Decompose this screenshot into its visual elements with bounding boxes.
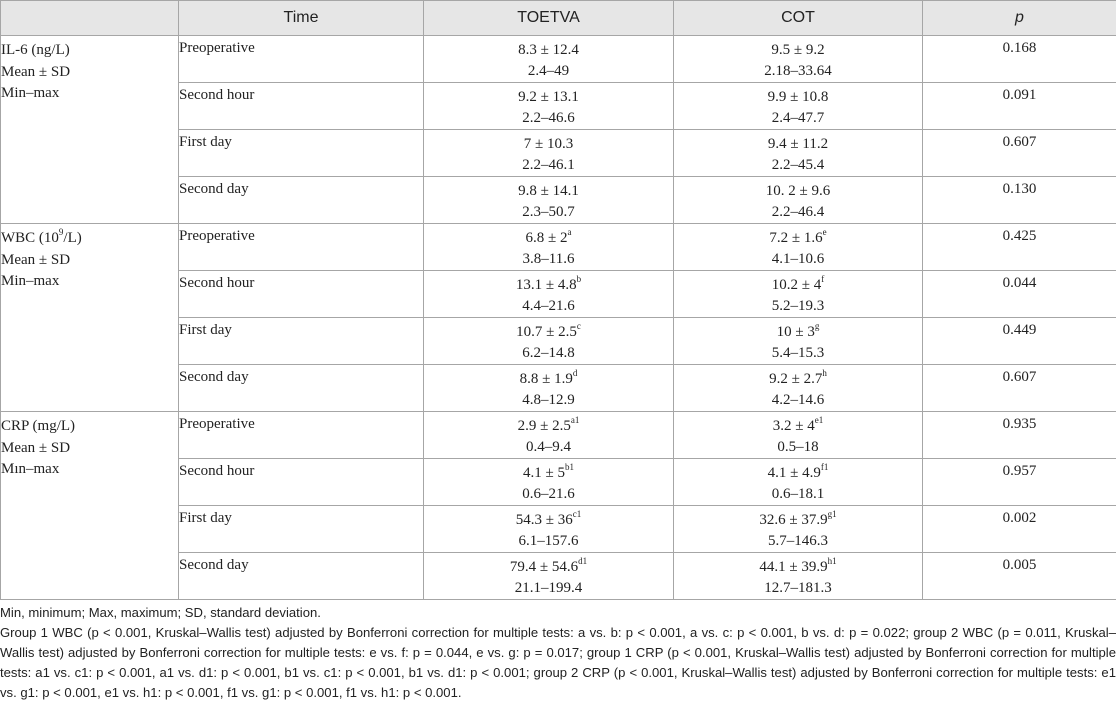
toetva-superscript: b <box>577 274 582 284</box>
cot-superscript: h1 <box>828 556 837 566</box>
cot-superscript: h <box>822 368 827 378</box>
toetva-mean-sd <box>424 40 673 61</box>
toetva-mean-sd <box>424 275 673 296</box>
header-toetva: TOETVA <box>424 1 674 36</box>
toetva-superscript: b1 <box>565 462 574 472</box>
toetva-superscript: a1 <box>571 415 580 425</box>
toetva-mean-sd <box>424 463 673 484</box>
cot-mean-sd <box>674 510 922 531</box>
cot-cell <box>674 412 923 459</box>
p-value-cell: 0.168 <box>923 36 1116 83</box>
toetva-mean-value: 54.3 ± 36 <box>516 512 573 528</box>
cot-mean-value: 44.1 ± 39.9 <box>759 559 827 575</box>
table-row <box>1 36 1116 83</box>
cot-superscript: f1 <box>821 462 829 472</box>
header-row <box>1 1 1116 36</box>
toetva-range: 0.4–9.4 <box>424 437 673 458</box>
p-value-cell: 0.091 <box>923 83 1116 130</box>
p-value-cell: 0.607 <box>923 365 1116 412</box>
time-cell: Preoperative <box>179 224 424 271</box>
cot-range: 0.6–18.1 <box>674 484 922 505</box>
cot-cell <box>674 459 923 506</box>
toetva-superscript: a <box>567 227 571 237</box>
toetva-cell <box>424 553 674 600</box>
toetva-mean-sd <box>424 134 673 155</box>
cot-mean-sd <box>674 181 922 202</box>
cot-superscript: e <box>823 227 827 237</box>
parameter-label-line: Mean ± SD <box>1 62 178 84</box>
toetva-range: 0.6–21.6 <box>424 484 673 505</box>
cot-cell <box>674 365 923 412</box>
cot-cell <box>674 553 923 600</box>
time-cell: Second hour <box>179 459 424 506</box>
toetva-range: 2.2–46.1 <box>424 155 673 176</box>
cot-superscript: g <box>815 321 820 331</box>
parameter-label <box>1 228 178 250</box>
toetva-range: 6.1–157.6 <box>424 531 673 552</box>
cot-cell <box>674 177 923 224</box>
cot-mean-value: 7.2 ± 1.6 <box>769 230 822 246</box>
toetva-mean-value: 2.9 ± 2.5 <box>518 418 571 434</box>
toetva-cell <box>424 459 674 506</box>
p-value-cell: 0.002 <box>923 506 1116 553</box>
p-value-cell: 0.130 <box>923 177 1116 224</box>
toetva-mean-value: 79.4 ± 54.6 <box>510 559 578 575</box>
cot-mean-sd <box>674 87 922 108</box>
toetva-mean-sd <box>424 322 673 343</box>
time-cell: Preoperative <box>179 412 424 459</box>
cot-superscript: g1 <box>828 509 837 519</box>
cot-mean-sd <box>674 228 922 249</box>
toetva-range: 4.8–12.9 <box>424 390 673 411</box>
parameter-label-line: Mean ± SD <box>1 250 178 272</box>
cot-mean-sd <box>674 322 922 343</box>
toetva-mean-value: 8.8 ± 1.9 <box>520 371 573 387</box>
cot-range: 2.18–33.64 <box>674 61 922 82</box>
toetva-mean-sd <box>424 87 673 108</box>
toetva-mean-sd <box>424 369 673 390</box>
p-value-cell: 0.607 <box>923 130 1116 177</box>
footnote-abbreviations: Min, minimum; Max, maximum; SD, standard deviation. <box>0 603 1116 623</box>
toetva-superscript: d1 <box>578 556 587 566</box>
parameter-label-text: WBC (10 <box>1 230 59 246</box>
toetva-superscript: c <box>577 321 581 331</box>
toetva-superscript: d <box>573 368 578 378</box>
cot-mean-value: 4.1 ± 4.9 <box>768 465 821 481</box>
cot-cell <box>674 271 923 318</box>
cot-mean-value: 10 ± 3 <box>777 324 815 340</box>
time-cell: Second hour <box>179 271 424 318</box>
toetva-cell <box>424 224 674 271</box>
cot-mean-value: 10.2 ± 4 <box>772 277 821 293</box>
toetva-mean-value: 9.2 ± 13.1 <box>518 89 579 105</box>
toetva-superscript: c1 <box>573 509 582 519</box>
toetva-mean-sd <box>424 416 673 437</box>
cot-range: 12.7–181.3 <box>674 578 922 599</box>
parameter-label-line: IL-6 (ng/L) <box>1 40 178 62</box>
toetva-range: 4.4–21.6 <box>424 296 673 317</box>
toetva-mean-value: 13.1 ± 4.8 <box>516 277 577 293</box>
cot-superscript: f <box>821 274 824 284</box>
p-value-cell: 0.425 <box>923 224 1116 271</box>
parameter-label-line: Min–max <box>1 271 178 293</box>
header-param <box>1 1 179 36</box>
time-cell: Preoperative <box>179 36 424 83</box>
cot-mean-value: 9.4 ± 11.2 <box>768 136 828 152</box>
header-time: Time <box>179 1 424 36</box>
cot-mean-sd <box>674 134 922 155</box>
parameter-cell <box>1 412 179 600</box>
cot-range: 2.2–45.4 <box>674 155 922 176</box>
toetva-range: 3.8–11.6 <box>424 249 673 270</box>
header-cot: COT <box>674 1 923 36</box>
toetva-cell <box>424 130 674 177</box>
toetva-range: 6.2–14.8 <box>424 343 673 364</box>
parameter-label-unit: /L) <box>63 230 81 246</box>
cot-range: 2.2–46.4 <box>674 202 922 223</box>
parameter-cell <box>1 36 179 224</box>
time-cell: First day <box>179 506 424 553</box>
toetva-mean-sd <box>424 181 673 202</box>
time-cell: First day <box>179 130 424 177</box>
cot-range: 4.2–14.6 <box>674 390 922 411</box>
toetva-mean-sd <box>424 557 673 578</box>
cot-superscript: e1 <box>815 415 824 425</box>
cot-cell <box>674 36 923 83</box>
footnotes <box>0 603 1116 703</box>
cot-mean-sd <box>674 40 922 61</box>
toetva-mean-value: 6.8 ± 2 <box>526 230 568 246</box>
toetva-mean-value: 7 ± 10.3 <box>524 136 573 152</box>
cot-cell <box>674 318 923 365</box>
cot-mean-value: 9.5 ± 9.2 <box>771 42 824 58</box>
toetva-cell <box>424 506 674 553</box>
table-row <box>1 412 1116 459</box>
table-body <box>1 36 1116 600</box>
cot-range: 0.5–18 <box>674 437 922 458</box>
footnote-statistics: Group 1 WBC (p < 0.001, Kruskal–Wallis test) adjusted by Bonferroni correction for multiple tests: a vs. b: p < 0.001, a vs. c: p < 0.001, b vs. d: p = 0.022; group 2 WBC (p = 0.011, Kruskal–Wallis test) adjusted by Bonferroni correction for multiple tests: e vs. f: p = 0.044, e vs. g: p = 0.017; group 1 CRP (p < 0.001, Kruskal–Wallis test) adjusted by Bonferroni correction for multiple tests: a1 vs. c1: p < 0.001, a1 vs. d1: p < 0.001, b1 vs. c1: p < 0.001, b1 vs. d1: p < 0.001; group 2 CRP (p < 0.001, Kruskal–Wallis test) adjusted by Bonferroni correction for multiple tests: e1 vs. g1: p < 0.001, e1 vs. h1: p < 0.001, f1 vs. g1: p < 0.001, f1 vs. h1: p < 0.001. <box>0 623 1116 703</box>
parameter-label-line: Min–max <box>1 83 178 105</box>
cot-mean-value: 9.9 ± 10.8 <box>768 89 829 105</box>
p-value-cell: 0.449 <box>923 318 1116 365</box>
cot-range: 5.2–19.3 <box>674 296 922 317</box>
toetva-mean-value: 8.3 ± 12.4 <box>518 42 579 58</box>
cot-cell <box>674 506 923 553</box>
p-value-cell: 0.044 <box>923 271 1116 318</box>
cot-mean-value: 10. 2 ± 9.6 <box>766 183 830 199</box>
toetva-cell <box>424 318 674 365</box>
toetva-cell <box>424 412 674 459</box>
cot-mean-value: 32.6 ± 37.9 <box>759 512 827 528</box>
toetva-mean-value: 10.7 ± 2.5 <box>516 324 577 340</box>
cot-mean-sd <box>674 275 922 296</box>
toetva-cell <box>424 36 674 83</box>
cot-mean-sd <box>674 416 922 437</box>
toetva-range: 2.3–50.7 <box>424 202 673 223</box>
toetva-range: 2.4–49 <box>424 61 673 82</box>
toetva-mean-sd <box>424 228 673 249</box>
cot-mean-value: 9.2 ± 2.7 <box>769 371 822 387</box>
header-p: p <box>923 1 1116 36</box>
time-cell: First day <box>179 318 424 365</box>
toetva-mean-sd <box>424 510 673 531</box>
cot-cell <box>674 83 923 130</box>
cot-mean-sd <box>674 463 922 484</box>
table-row <box>1 224 1116 271</box>
cot-range: 5.4–15.3 <box>674 343 922 364</box>
cot-range: 2.4–47.7 <box>674 108 922 129</box>
cot-mean-sd <box>674 557 922 578</box>
cot-range: 5.7–146.3 <box>674 531 922 552</box>
cot-mean-sd <box>674 369 922 390</box>
cot-cell <box>674 224 923 271</box>
parameter-label-line: Mean ± SD <box>1 438 178 460</box>
parameter-label-line: Mın–max <box>1 459 178 481</box>
p-value-cell: 0.935 <box>923 412 1116 459</box>
parameter-label-line: CRP (mg/L) <box>1 416 178 438</box>
p-value-cell: 0.957 <box>923 459 1116 506</box>
parameter-cell <box>1 224 179 412</box>
toetva-cell <box>424 271 674 318</box>
time-cell: Second day <box>179 365 424 412</box>
toetva-range: 21.1–199.4 <box>424 578 673 599</box>
toetva-cell <box>424 365 674 412</box>
time-cell: Second day <box>179 177 424 224</box>
p-value-cell: 0.005 <box>923 553 1116 600</box>
time-cell: Second day <box>179 553 424 600</box>
cot-range: 4.1–10.6 <box>674 249 922 270</box>
toetva-cell <box>424 83 674 130</box>
toetva-mean-value: 9.8 ± 14.1 <box>518 183 579 199</box>
parameter-label-exponent: 9 <box>59 227 64 237</box>
cot-mean-value: 3.2 ± 4 <box>773 418 815 434</box>
toetva-mean-value: 4.1 ± 5 <box>523 465 565 481</box>
cot-cell <box>674 130 923 177</box>
toetva-range: 2.2–46.6 <box>424 108 673 129</box>
toetva-cell <box>424 177 674 224</box>
time-cell: Second hour <box>179 83 424 130</box>
